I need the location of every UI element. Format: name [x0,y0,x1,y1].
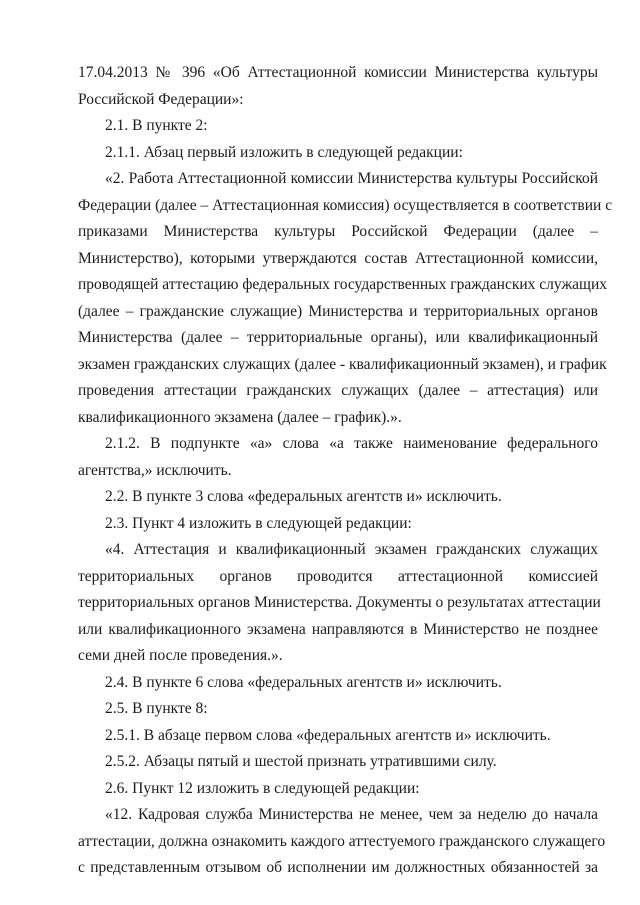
quote-2-line: проведения аттестации гражданских служащих (далее – аттестация) или [78,382,598,399]
paragraph-2-4: 2.4. В пункте 6 слова «федеральных агентств и» исключить. [105,673,502,691]
paragraph-2-6: 2.6. Пункт 12 изложить в следующей редакции: [105,779,420,797]
quote-2-line: проводящей аттестацию федеральных государственных гражданских служащих [78,276,608,293]
quote-2-line: (далее – гражданские служащие) Министерства и территориальных органов [78,302,598,320]
quote-2-line: Министерства (далее – территориальные органы), или квалификационный [78,329,598,346]
quote-4-line: территориальных органов Министерства. Документы о результатах аттестации [78,594,601,611]
quote-2-line: Министерство), которыми утверждаются состав Аттестационной комиссии, [78,249,598,267]
quote-2-line: «2. Работа Аттестационной комиссии Министерства культуры Российской [105,170,598,187]
paragraph-2-3: 2.3. Пункт 4 изложить в следующей редакции: [105,514,412,532]
quote-4-line: «4. Аттестация и квалификационный экзамен гражданских служащих [105,541,598,558]
paragraph-2-5: 2.5. В пункте 8: [105,700,208,717]
quote-12-line: аттестации, должна ознакомить каждого аттестуемого гражданского служащего [78,832,606,850]
quote-2-line: приказами Министерства культуры Российской Федерации (далее – [78,223,598,240]
paragraph-2-1: 2.1. В пункте 2: [105,117,208,134]
quote-12-line: «12. Кадровая служба Министерства не менее, чем за неделю до начала [105,806,598,823]
paragraph-2-1-2-line: агентства,» исключить. [78,461,232,479]
quote-2-line: квалификационного экзамена (далее – график).». [78,408,402,426]
document-page [78,60,613,882]
quote-4-line: или квалификационного экзамена направляются в Министерство не позднее [78,620,598,638]
quote-12-line: с представленным отзывом об исполнении им должностных обязанностей за [78,859,598,876]
paragraph-2-5-1: 2.5.1. В абзаце первом слова «федеральных агентств и» исключить. [105,726,551,744]
paragraph-2-5-2: 2.5.2. Абзацы пятый и шестой признать утратившими силу. [105,753,497,770]
quote-4-line: территориальных органов проводится аттестационной комиссией [78,567,598,585]
header-line-1: 17.04.2013 № 396 «Об Аттестационной комиссии Министерства культуры [78,64,598,81]
quote-4-line: семи дней после проведения.». [78,647,283,664]
quote-2-line: экзамен гражданских служащих (далее - квалификационный экзамен), и график [78,355,607,373]
header-line-2: Российской Федерации»: [78,90,244,108]
paragraph-2-1-1: 2.1.1. Абзац первый изложить в следующей редакции: [105,143,463,161]
quote-2-line: Федерации (далее – Аттестационная комиссия) осуществляется в соответствии с [78,196,613,214]
paragraph-2-2: 2.2. В пункте 3 слова «федеральных агентств и» исключить. [105,488,502,505]
paragraph-2-1-2-line: 2.1.2. В подпункте «а» слова «а также наименование федерального [105,435,598,452]
